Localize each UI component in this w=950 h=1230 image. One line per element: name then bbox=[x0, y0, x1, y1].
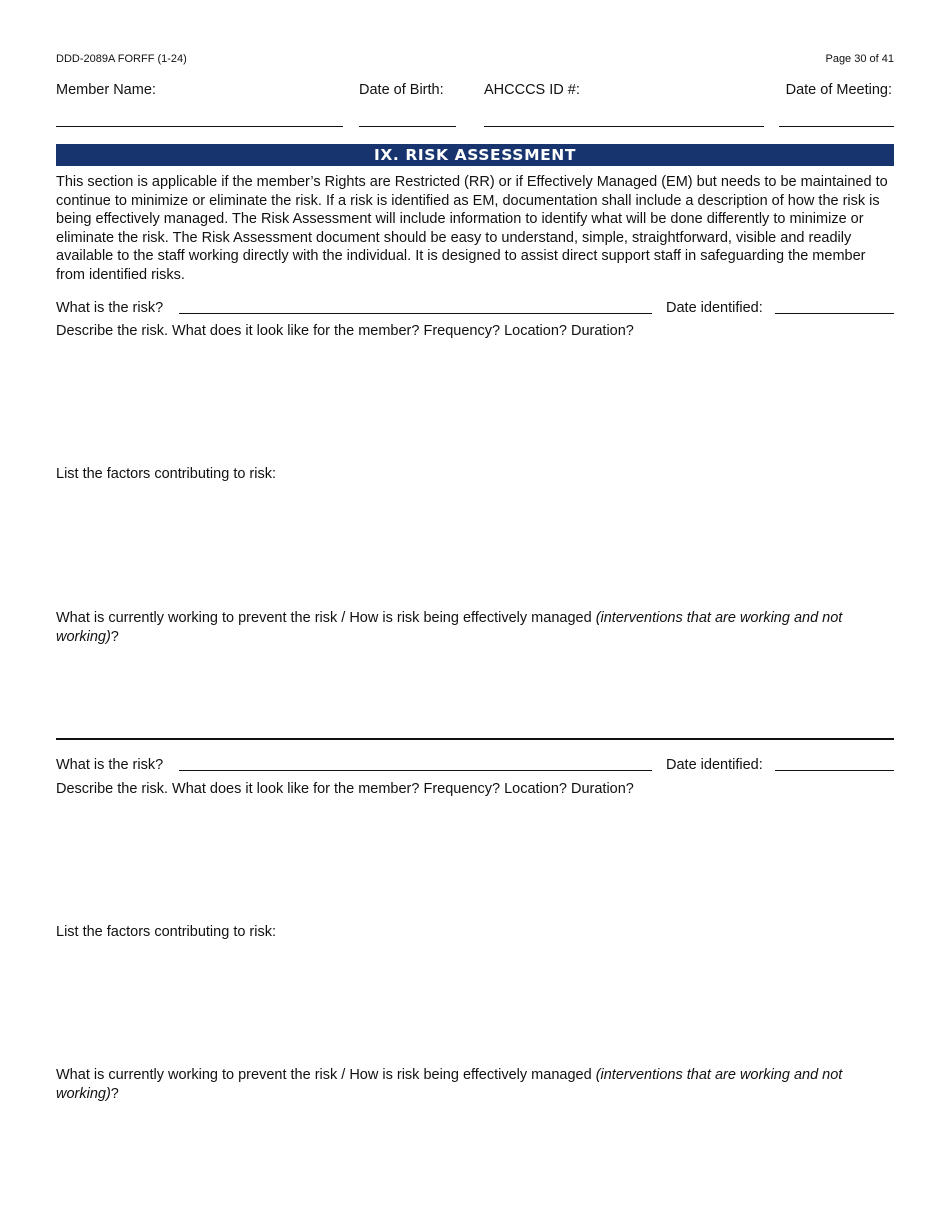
date-identified-field[interactable] bbox=[775, 313, 894, 314]
risk-block-divider bbox=[56, 738, 894, 740]
current-prevention-note: (interventions that are working and not working) bbox=[56, 1067, 843, 1102]
date-identified-label: Date identified: bbox=[666, 300, 763, 316]
section-title: IX. RISK ASSESSMENT bbox=[56, 144, 894, 166]
risk-question-label: What is the risk? bbox=[56, 300, 164, 316]
member-name-label: Member Name: bbox=[56, 82, 156, 98]
date-identified-field[interactable] bbox=[775, 770, 894, 771]
page-number: Page 30 of 41 bbox=[825, 53, 894, 65]
section-intro: This section is applicable if the member’s Rights are Restricted (RR) or if Effectively Managed (EM) but needs to be maintained to continue to minimize or eliminate the risk. If a risk is identified as EM, documentation shall include a description of how the risk is being effectively managed. The Risk Assessment will include information to identify what will be done differently to minimize or eliminate the risk. The Risk Assessment document should be easy to understand, simple, straightforward, visible and readily available to the staff working directly with the individual. It is designed to assist direct support staff in safeguarding the member from identified risks. bbox=[56, 174, 888, 283]
current-prevention-text: What is currently working to prevent the risk / How is risk being effectively managed bbox=[56, 1067, 592, 1083]
member-name-field[interactable] bbox=[56, 126, 343, 127]
meeting-date-label: Date of Meeting: bbox=[785, 82, 892, 98]
describe-risk-area[interactable] bbox=[56, 344, 894, 456]
current-prevention-text: What is currently working to prevent the risk / How is risk being effectively managed bbox=[56, 610, 592, 626]
risk-question-label: What is the risk? bbox=[56, 757, 164, 773]
risk-field[interactable] bbox=[179, 770, 652, 771]
ahcccs-id-field[interactable] bbox=[484, 126, 764, 127]
current-prevention-label bbox=[56, 1066, 896, 1103]
describe-risk-label: Describe the risk. What does it look like for the member? Frequency? Location? Duration? bbox=[56, 323, 634, 339]
risk-field[interactable] bbox=[179, 313, 652, 314]
form-id: DDD-2089A FORFF (1-24) bbox=[56, 53, 187, 65]
ahcccs-id-label: AHCCCS ID #: bbox=[484, 82, 580, 98]
meeting-date-field[interactable] bbox=[779, 126, 894, 127]
dob-label: Date of Birth: bbox=[359, 82, 444, 98]
current-prevention-area[interactable] bbox=[56, 650, 894, 732]
describe-risk-label: Describe the risk. What does it look like for the member? Frequency? Location? Duration? bbox=[56, 781, 634, 797]
contributing-factors-label: List the factors contributing to risk: bbox=[56, 924, 277, 940]
current-prevention-end: ? bbox=[110, 628, 119, 645]
date-identified-label: Date identified: bbox=[666, 757, 763, 773]
current-prevention-note: (interventions that are working and not working) bbox=[56, 610, 843, 645]
current-prevention-area[interactable] bbox=[56, 1108, 894, 1198]
current-prevention-label bbox=[56, 609, 896, 646]
contributing-factors-label: List the factors contributing to risk: bbox=[56, 466, 277, 482]
current-prevention-end: ? bbox=[110, 1085, 119, 1102]
contributing-factors-area[interactable] bbox=[56, 945, 894, 1057]
describe-risk-area[interactable] bbox=[56, 802, 894, 914]
contributing-factors-area[interactable] bbox=[56, 487, 894, 599]
dob-field[interactable] bbox=[359, 126, 456, 127]
